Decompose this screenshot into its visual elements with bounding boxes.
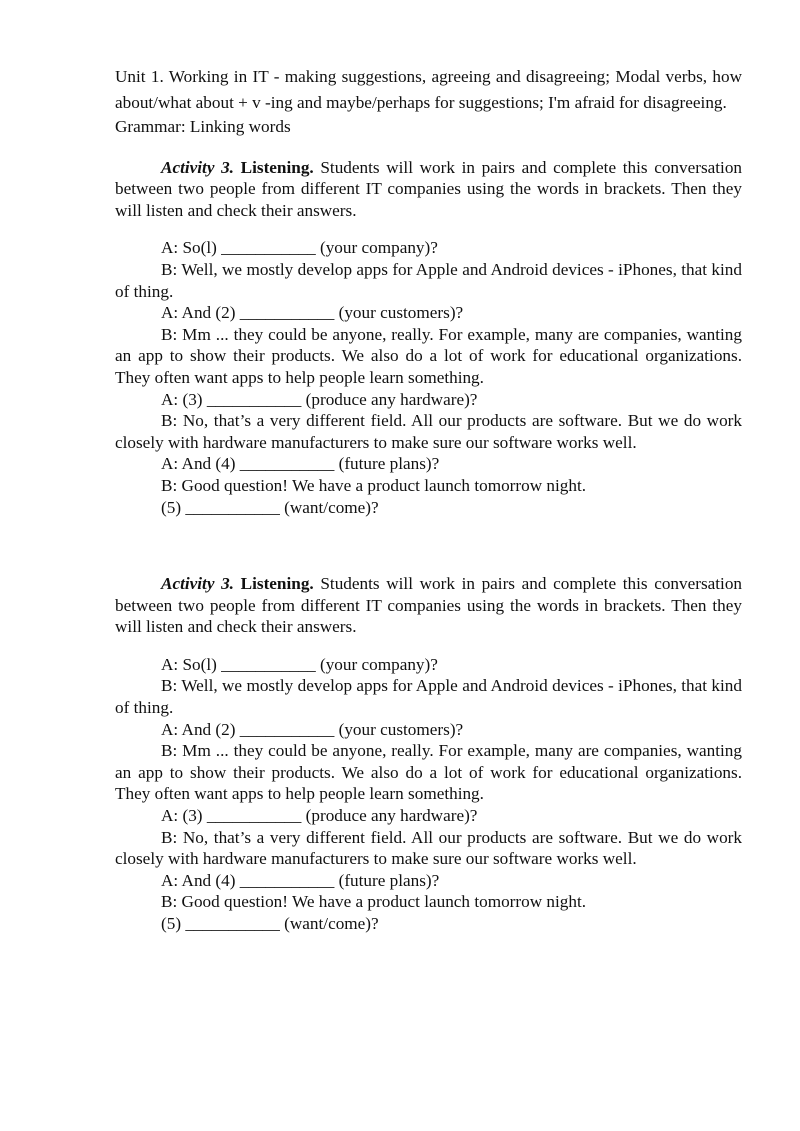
- activity-label: Activity 3.: [161, 574, 234, 594]
- dialogue-line: A: And (4) ___________ (future plans)?: [161, 454, 440, 474]
- dialogue-line: B: Well, we mostly develop apps for Apple and Android devices - iPhones, that kind of thing.: [115, 259, 742, 301]
- dialogue-line: A: (3) ___________ (produce any hardware)?: [161, 389, 478, 409]
- dialogue: [115, 237, 742, 518]
- dialogue-line: A: (3) ___________ (produce any hardware)?: [161, 806, 478, 826]
- dialogue-line: A: So(l) ___________ (your company)?: [161, 238, 438, 258]
- activity-label: Activity 3.: [161, 157, 234, 177]
- activity-instruction: [115, 573, 742, 638]
- dialogue: [115, 654, 742, 935]
- dialogue-line: B: Good question! We have a product launch tomorrow night.: [161, 892, 587, 912]
- dialogue-line: B: Mm ... they could be anyone, really. For example, many are companies, wanting an app to show their products. We also do a lot of work for educational organizations. They often want apps to help people learn something.: [115, 324, 742, 387]
- unit-heading: Unit 1. Working in IT - making suggestions, agreeing and disagreeing; Modal verbs, how about/what about + v -ing and maybe/perhaps for suggestions; I'm afraid for disagreeing.: [115, 67, 742, 112]
- dialogue-line: B: Good question! We have a product launch tomorrow night.: [161, 475, 587, 495]
- document-page: [115, 64, 742, 935]
- dialogue-line: A: And (2) ___________ (your customers)?: [161, 303, 464, 323]
- dialogue-line: A: And (2) ___________ (your customers)?: [161, 719, 464, 739]
- dialogue-line: B: Mm ... they could be anyone, really. For example, many are companies, wanting an app to show their products. We also do a lot of work for educational organizations. They often want apps to help people learn something.: [115, 741, 742, 804]
- activity-block-1: [115, 157, 742, 519]
- dialogue-line: A: So(l) ___________ (your company)?: [161, 654, 438, 674]
- activity-instruction: [115, 157, 742, 222]
- activity-instruction-text: Students will work in pairs and complete this conversation between two people from different IT companies using the words in brackets. Then they will listen and check their answers.: [115, 157, 743, 220]
- activity-block-2: [115, 573, 742, 935]
- dialogue-line: B: No, that’s a very different field. All our products are software. But we do work closely with hardware manufacturers to make sure our software works well.: [115, 827, 742, 869]
- activity-instruction-text: Students will work in pairs and complete this conversation between two people from different IT companies using the words in brackets. Then they will listen and check their answers.: [115, 574, 743, 637]
- dialogue-line: B: No, that’s a very different field. All our products are software. But we do work closely with hardware manufacturers to make sure our software works well.: [115, 411, 742, 452]
- dialogue-line: (5) ___________ (want/come)?: [161, 497, 379, 517]
- activity-type: Listening.: [240, 157, 314, 177]
- dialogue-line: (5) ___________ (want/come)?: [161, 914, 379, 933]
- dialogue-line: B: Well, we mostly develop apps for Apple and Android devices - iPhones, that kind of thing.: [115, 676, 742, 718]
- grammar-heading: Grammar: Linking words: [115, 117, 291, 136]
- activity-type: Listening.: [240, 574, 314, 594]
- dialogue-line: A: And (4) ___________ (future plans)?: [161, 870, 440, 890]
